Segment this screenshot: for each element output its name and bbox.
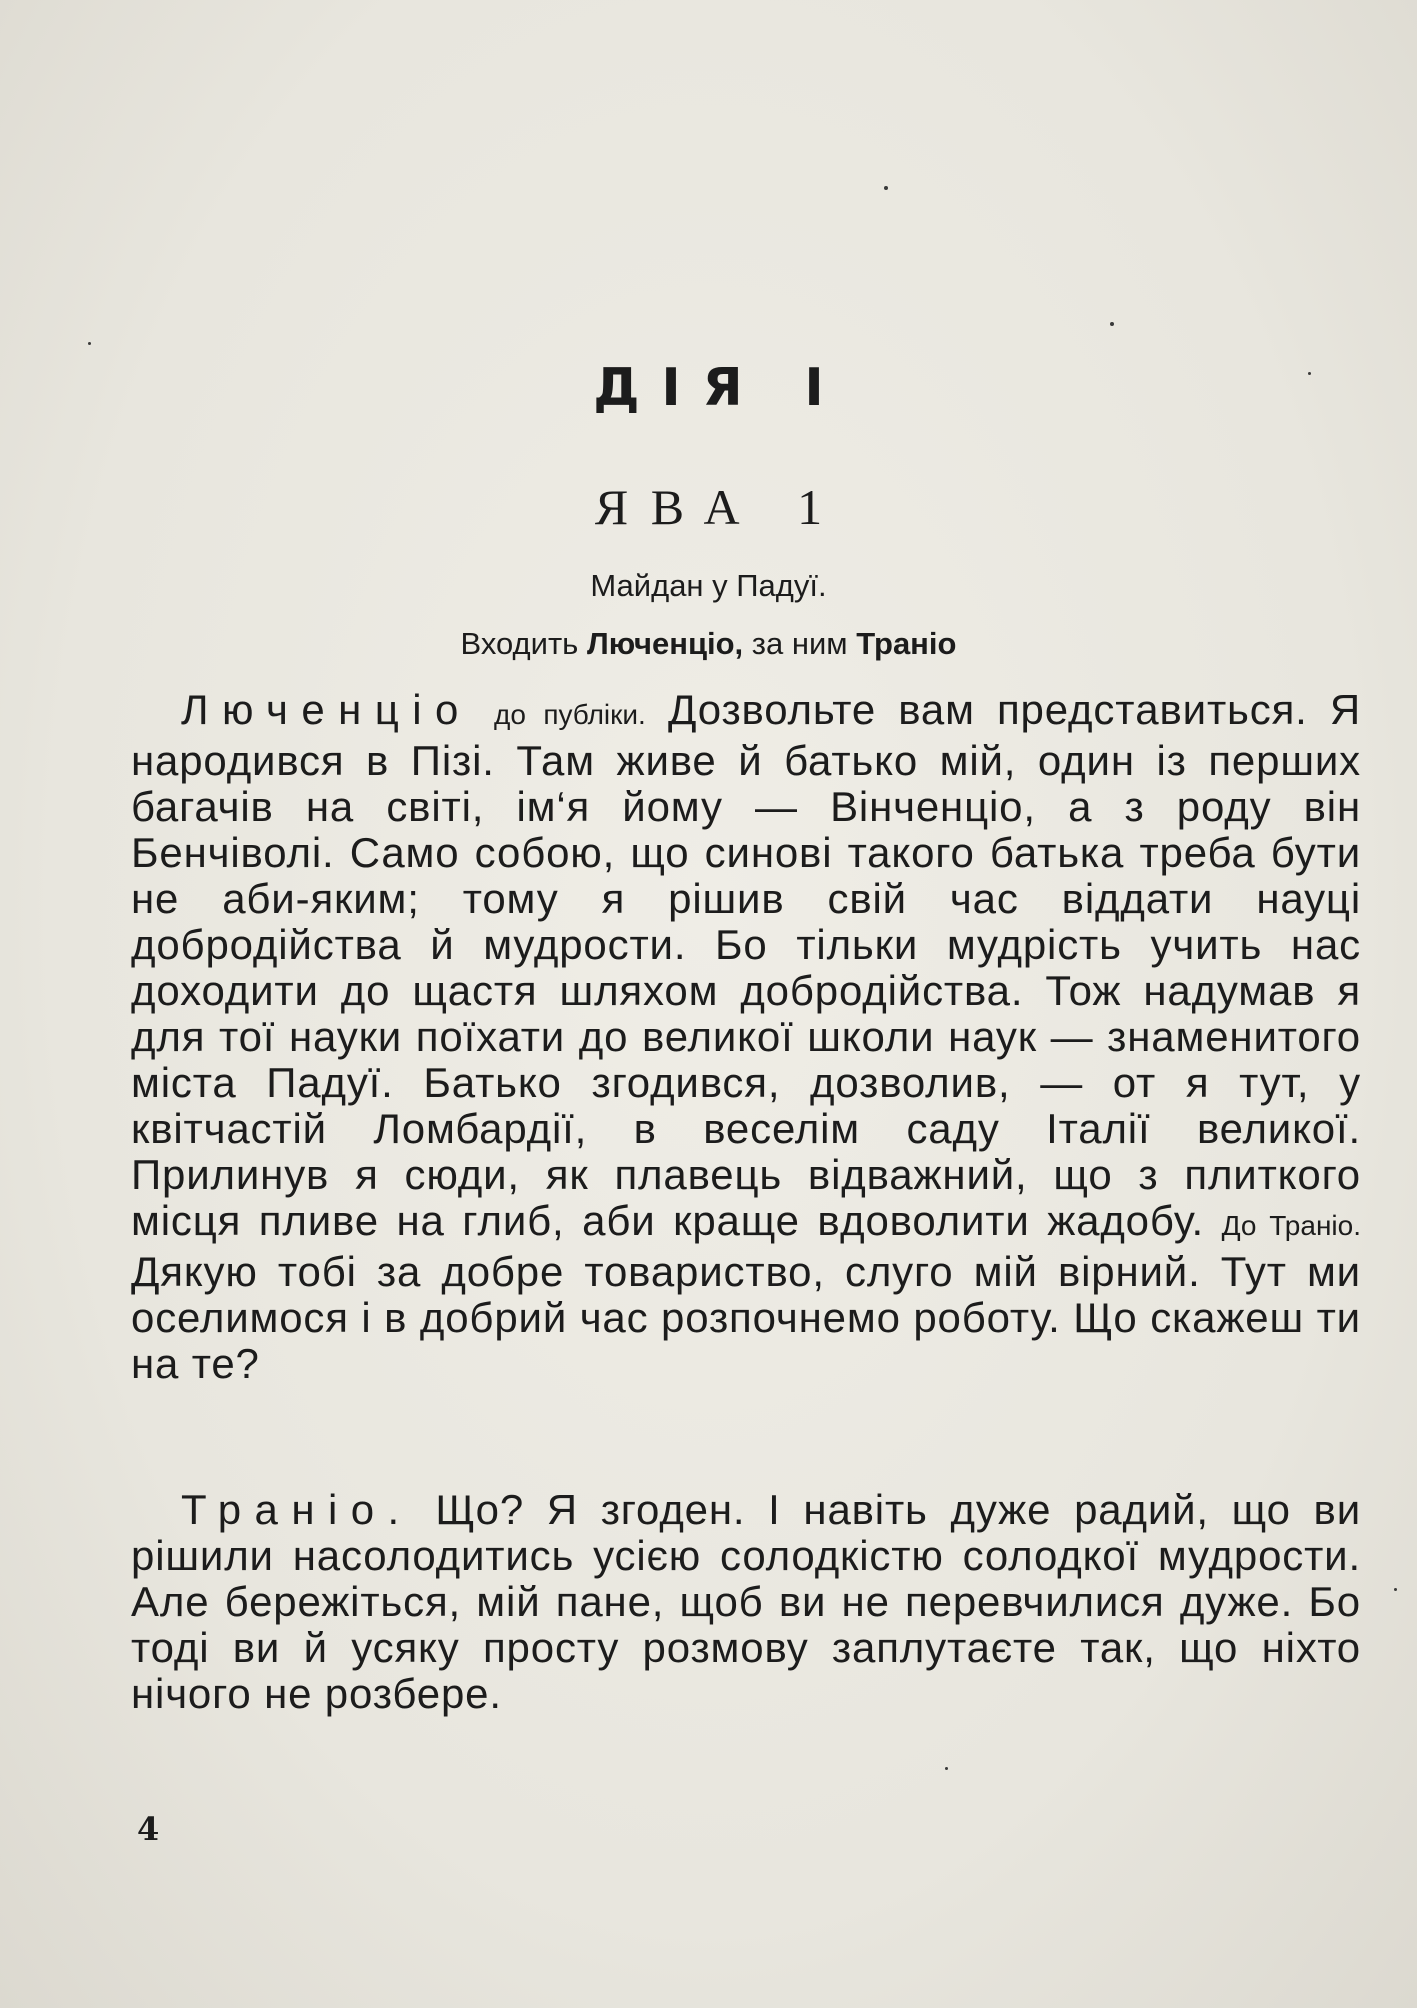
page-number: 4: [137, 1810, 160, 1848]
speaker-name: Люченціо: [181, 686, 472, 733]
speech-text: Дозвольте вам предстaвиться. Я народився в Пізі. Там живе й батько мій, один із перших багачів на світі, ім‘я йому — Вінченціо, а з роду він Бенчіволі. Само собою, що синові такого батька треба бути не аби-яким; тому я рішив свій час віддати науці добродійства й мудрости. Бо тільки мудрість учить нас доходити до щастя шляхом добродійства. Тож надумав я для тої науки поїхати до великої школи наук — знаменитого міста Падуї. Батько згодився, дозволив, — от я тут, у квітчастій Ломбардії, в веселім саду Італії великої. Прилинув я сюди, як плавець відважний, що з плиткого місця пливе на глиб, аби краще вдоволити жадобу.: [131, 686, 1361, 1244]
speech-text: Що? Я згоден. І навіть дуже радий, що ви рішили насолодитись усією солодкістю солодкої мудрости. Але бережіться, мій пане, щоб ви не перевчилися дуже. Бо тоді ви й усяку просту розмову заплутаєте так, що ніхто нічого не розбере.: [131, 1486, 1362, 1717]
scene-heading: ЯВА 1: [594, 479, 845, 535]
entrance-character-1: Люченціо,: [586, 626, 744, 661]
paper-speck: [88, 342, 91, 345]
paper-speck: [1394, 1588, 1397, 1591]
paper-speck: [945, 1767, 948, 1770]
act-heading: ДІЯ І: [593, 358, 846, 418]
speech-tranio: [131, 1487, 1361, 1717]
entrance-line: [0, 626, 1417, 662]
speech-text: Дякую тобі за добре товариство, слуго мій вірний. Тут ми оселимося і в добрий час розпочнемо роботу. Що скажеш ти на те?: [131, 1248, 1361, 1387]
paper-speck: [1110, 322, 1114, 326]
entrance-character-2: Траніо: [856, 626, 957, 661]
entrance-prefix: Входить: [460, 626, 579, 661]
paper-speck: [884, 186, 888, 190]
stage-direction: до публіки.: [494, 699, 646, 730]
speech-lucentio: [131, 687, 1361, 1387]
speaker-name: Траніо.: [181, 1486, 413, 1533]
entrance-middle: за ним: [751, 626, 848, 661]
paper-speck: [1308, 372, 1311, 375]
stage-direction: До Траніо.: [1221, 1210, 1361, 1241]
setting-line: Майдан у Падуї.: [590, 568, 827, 603]
